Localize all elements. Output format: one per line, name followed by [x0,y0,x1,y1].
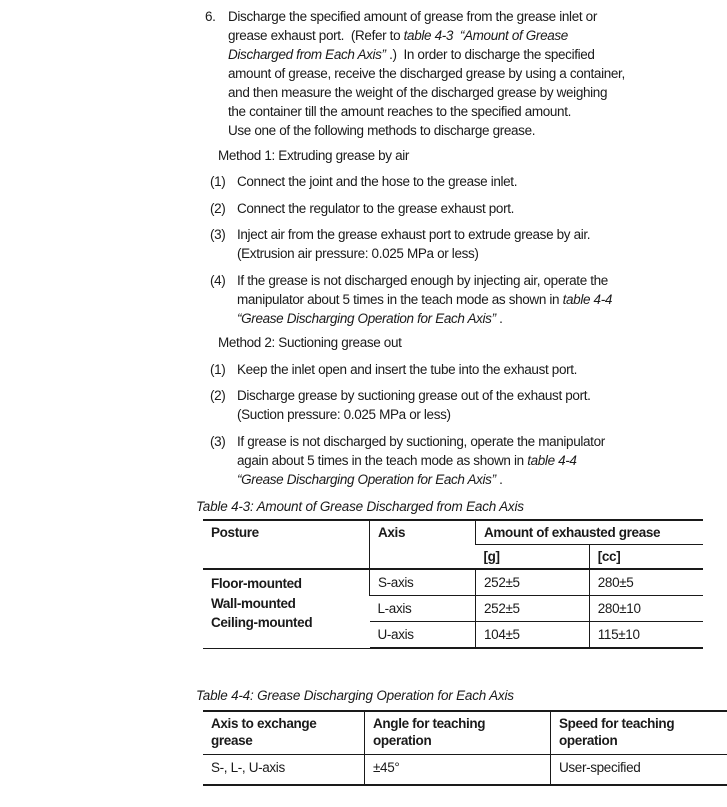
method-1-item-4 [0,271,727,328]
grams-cell: 252±5 [476,596,590,622]
item-text: Keep the inlet open and insert the tube into the exhaust port. [237,361,578,377]
method-2-item-3 [0,432,727,489]
cc-cell: 115±10 [589,622,703,649]
item-text: Connect the joint and the hose to the grease inlet. [237,174,518,189]
posture-cell [203,569,370,648]
col-header-posture: Posture [203,520,370,569]
item-text: If grease is not discharged by suctioning, operate the manipulator again about 5 times in the teach mode as shown in table 4-4 “Grease Discharging Operation for Each Axis” . [237,433,605,487]
method-2-item-1 [0,360,727,379]
axis-cell: S-axis [370,569,476,596]
method-2-item-2 [0,386,727,424]
item-number: (1) [210,174,226,189]
table-row [203,754,727,785]
method-2-heading: Method 2: Suctioning grease out [218,335,402,350]
method-1-item-2 [0,199,727,218]
step-6 [0,7,727,140]
grease-amount-table [203,519,703,649]
col-header-axis-exchange: Axis to exchange grease [203,711,365,755]
grams-cell: 104±5 [476,622,590,649]
speed-cell: User-specified [551,754,727,785]
item-text: Discharge grease by suctioning grease out of the exhaust port. (Suction pressure: 0.025 MPa or less) [237,388,591,422]
item-number: (3) [210,433,226,449]
posture-line: Wall-mounted [211,595,296,611]
item-number: (3) [210,227,226,242]
grams-cell: 252±5 [476,569,590,596]
item-number: (2) [210,388,226,403]
col-header-cc: [cc] [589,545,703,570]
item-text: Inject air from the grease exhaust port to extrude grease by air. (Extrusion air pressure: 0.025 MPa or less) [237,227,591,261]
col-header-axis: Axis [370,520,476,569]
col-header-speed: Speed for teaching operation [551,711,727,755]
step-6-paragraph: Discharge the specified amount of grease from the grease inlet or grease exhaust port. (Refer to table 4-3 “Amount of Grease Discharged from Each Axis” .) In order to discharge the specified amount of grease, receive the discharged grease by using a container, and then measure the weight of the discharged grease by weighing the container till the amount reaches to the specified amount. Use one of the following methods to discharge grease. [228,9,625,138]
item-text: If the grease is not discharged enough by injecting air, operate the manipulator about 5 times in the teach mode as shown in table 4-4 “Grease Discharging Operation for Each Axis” . [237,272,612,326]
posture-line: Ceiling-mounted [211,615,313,630]
axis-cell: U-axis [370,622,476,649]
axis-exchange-cell: S-, L-, U-axis [203,754,365,785]
table-4-3-caption: Table 4-3: Amount of Grease Discharged from Each Axis [196,498,524,514]
axis-cell: L-axis [370,596,476,622]
table-4-4-caption: Table 4-4: Grease Discharging Operation for Each Axis [196,688,514,703]
item-number: (1) [210,361,226,377]
table-row [203,569,703,596]
discharge-operation-table [203,710,727,786]
table-header-row [203,520,703,545]
cc-cell: 280±5 [589,569,703,596]
table-header-row [203,711,727,755]
cc-cell: 280±10 [589,596,703,622]
item-number: (2) [210,200,226,216]
method-1-heading: Method 1: Extruding grease by air [218,147,410,163]
method-1-item-1 [0,172,727,191]
method-1-item-3 [0,225,727,263]
angle-cell: ±45° [365,754,551,785]
item-text: Connect the regulator to the grease exhaust port. [237,200,515,216]
col-header-angle: Angle for teaching operation [365,711,551,755]
item-number: (4) [210,272,226,288]
step-number: 6. [205,9,216,24]
posture-line: Floor-mounted [211,576,302,591]
col-header-amount: Amount of exhausted grease [476,520,704,545]
col-header-grams: [g] [476,545,590,570]
